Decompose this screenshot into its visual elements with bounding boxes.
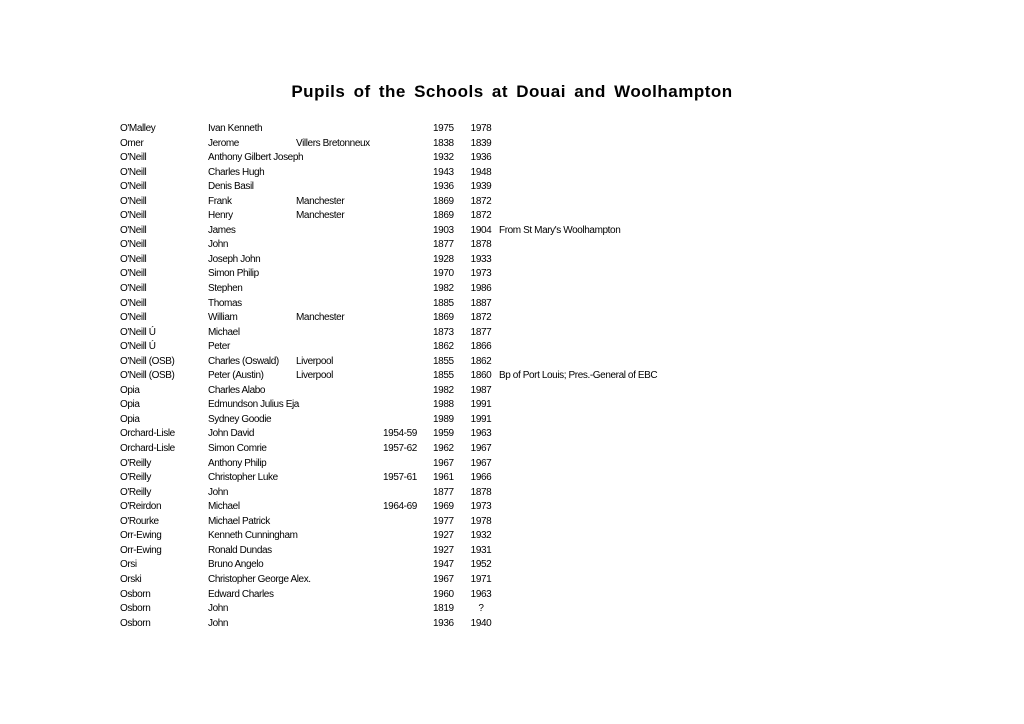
pupil-end-year: 1963 (470, 428, 492, 440)
pupil-surname: O'Neill (120, 239, 147, 251)
list-item (0, 180, 1024, 195)
list-item (0, 384, 1024, 399)
pupil-end-year: 1931 (470, 544, 492, 556)
pupil-end-year: 1936 (470, 152, 492, 164)
pupil-surname: O'Neill Ú (120, 326, 156, 338)
pupil-place: Manchester (296, 312, 345, 324)
pupil-end-year: 1939 (470, 181, 492, 193)
pupil-surname: Osborn (120, 588, 151, 600)
pupil-forenames: Sydney Goodie (208, 413, 272, 425)
pupil-forenames: Denis Basil (208, 181, 254, 193)
pupil-start-year: 1927 (433, 530, 454, 542)
pupil-forenames: Joseph John (208, 253, 261, 265)
pupil-surname: O'Reilly (120, 472, 151, 484)
pupil-end-year: 1933 (470, 253, 492, 265)
list-item (0, 326, 1024, 341)
pupil-surname: Osborn (120, 617, 151, 629)
pupil-start-year: 1869 (433, 195, 454, 207)
pupil-prior-years: 1964-69 (383, 501, 417, 513)
pupil-forenames: Michael (208, 501, 240, 513)
pupil-end-year: ? (478, 603, 484, 615)
pupil-end-year: 1973 (470, 501, 492, 513)
list-item (0, 253, 1024, 268)
pupil-start-year: 1862 (433, 341, 454, 353)
list-item (0, 588, 1024, 603)
pupil-surname: O'Neill (120, 268, 147, 280)
pupil-start-year: 1936 (433, 617, 454, 629)
list-item (0, 340, 1024, 355)
list-item (0, 282, 1024, 297)
pupil-place: Liverpool (296, 355, 333, 367)
pupil-start-year: 1959 (433, 428, 454, 440)
pupil-forenames: John (208, 239, 229, 251)
pupil-surname: O'Neill (120, 152, 147, 164)
pupil-notes: From St Mary's Woolhampton (499, 224, 621, 236)
pupil-forenames: Thomas (208, 297, 242, 309)
list-item (0, 137, 1024, 152)
pupil-start-year: 1962 (433, 443, 454, 455)
pupil-forenames: Ronald Dundas (208, 544, 272, 556)
pupil-end-year: 1991 (470, 399, 492, 411)
pupil-surname: O'Reirdon (120, 501, 162, 513)
pupil-start-year: 1903 (433, 224, 454, 236)
pupil-forenames: Peter (Austin) (208, 370, 264, 382)
pupil-forenames: Michael Patrick (208, 515, 270, 527)
list-item (0, 224, 1024, 239)
pupil-prior-years: 1954-59 (383, 428, 417, 440)
list-item (0, 297, 1024, 312)
pupil-end-year: 1872 (470, 210, 492, 222)
pupil-start-year: 1869 (433, 312, 454, 324)
pupil-surname: O'Rourke (120, 515, 159, 527)
list-item (0, 457, 1024, 472)
pupil-end-year: 1978 (470, 123, 492, 134)
pupil-forenames: James (208, 224, 236, 236)
pupil-start-year: 1873 (433, 326, 454, 338)
pupil-list (0, 122, 1024, 631)
pupil-surname: Omer (120, 137, 144, 149)
pupil-start-year: 1869 (433, 210, 454, 222)
pupil-start-year: 1877 (433, 239, 454, 251)
pupil-place: Liverpool (296, 370, 333, 382)
pupil-end-year: 1952 (470, 559, 492, 571)
pupil-notes: Bp of Port Louis; Pres.-General of EBC (499, 370, 658, 382)
pupil-prior-years: 1957-61 (383, 472, 417, 484)
pupil-end-year: 1973 (470, 268, 492, 280)
list-item (0, 151, 1024, 166)
list-item (0, 369, 1024, 384)
pupil-end-year: 1866 (470, 341, 492, 353)
pupil-start-year: 1970 (433, 268, 454, 280)
pupil-end-year: 1967 (470, 443, 492, 455)
pupil-forenames: Charles Alabo (208, 384, 266, 396)
pupil-surname: Orchard-Lisle (120, 428, 175, 440)
pupil-surname: Orchard-Lisle (120, 443, 175, 455)
pupil-forenames: Christopher George Alex. (208, 573, 311, 585)
pupil-start-year: 1877 (433, 486, 454, 498)
list-item (0, 209, 1024, 224)
list-item (0, 602, 1024, 617)
pupil-forenames: Anthony Philip (208, 457, 267, 469)
list-item (0, 195, 1024, 210)
pupil-surname: O'Neill (120, 312, 147, 324)
pupil-surname: O'Neill (120, 224, 147, 236)
pupil-surname: Orsi (120, 559, 137, 571)
pupil-forenames: Charles Hugh (208, 166, 265, 178)
pupil-end-year: 1987 (470, 384, 492, 396)
list-item (0, 267, 1024, 282)
pupil-end-year: 1986 (470, 283, 492, 295)
pupil-start-year: 1988 (433, 399, 454, 411)
pupil-start-year: 1928 (433, 253, 454, 265)
pupil-forenames: John (208, 617, 229, 629)
pupil-surname: O'Neill (120, 283, 147, 295)
pupil-end-year: 1966 (470, 472, 492, 484)
pupil-forenames: Kenneth Cunningham (208, 530, 298, 542)
pupil-start-year: 1936 (433, 181, 454, 193)
list-item (0, 166, 1024, 181)
list-item (0, 122, 1024, 137)
list-item (0, 515, 1024, 530)
pupil-forenames: Henry (208, 210, 233, 222)
pupil-start-year: 1932 (433, 152, 454, 164)
list-item (0, 398, 1024, 413)
pupil-start-year: 1885 (433, 297, 454, 309)
pupil-place: Manchester (296, 195, 345, 207)
pupil-end-year: 1978 (470, 515, 492, 527)
pupil-start-year: 1975 (433, 123, 454, 134)
list-item (0, 558, 1024, 573)
list-item (0, 471, 1024, 486)
pupil-forenames: William (208, 312, 238, 324)
pupil-end-year: 1878 (470, 239, 492, 251)
pupil-start-year: 1961 (433, 472, 454, 484)
pupil-end-year: 1860 (470, 370, 492, 382)
pupil-end-year: 1887 (470, 297, 492, 309)
pupil-start-year: 1982 (433, 283, 454, 295)
pupil-surname: O'Malley (120, 123, 156, 134)
pupil-surname: O'Neill (120, 195, 147, 207)
pupil-end-year: 1872 (470, 195, 492, 207)
pupil-end-year: 1971 (470, 573, 492, 585)
list-item (0, 529, 1024, 544)
pupil-surname: Orr-Ewing (120, 530, 162, 542)
pupil-start-year: 1969 (433, 501, 454, 513)
pupil-forenames: Stephen (208, 283, 243, 295)
pupil-end-year: 1878 (470, 486, 492, 498)
list-item (0, 427, 1024, 442)
pupil-start-year: 1838 (433, 137, 454, 149)
pupil-start-year: 1982 (433, 384, 454, 396)
pupil-forenames: Bruno Angelo (208, 559, 264, 571)
pupil-surname: O'Reilly (120, 486, 151, 498)
pupil-surname: O'Neill (120, 297, 147, 309)
pupil-end-year: 1940 (470, 617, 492, 629)
pupil-forenames: Simon Comrie (208, 443, 267, 455)
pupil-start-year: 1989 (433, 413, 454, 425)
pupil-surname: Opia (120, 384, 140, 396)
pupil-forenames: Peter (208, 341, 230, 353)
pupil-end-year: 1877 (470, 326, 492, 338)
pupil-end-year: 1839 (470, 137, 492, 149)
pupil-start-year: 1967 (433, 573, 454, 585)
pupil-surname: Orski (120, 573, 142, 585)
pupil-end-year: 1932 (470, 530, 492, 542)
pupil-place: Villers Bretonneux (296, 137, 370, 149)
list-item (0, 617, 1024, 632)
pupil-end-year: 1991 (470, 413, 492, 425)
pupil-prior-years: 1957-62 (383, 443, 417, 455)
pupil-start-year: 1819 (433, 603, 454, 615)
pupil-surname: O'Neill (120, 210, 147, 222)
pupil-forenames: Charles (Oswald) (208, 355, 279, 367)
pupil-surname: O'Neill Ú (120, 341, 156, 353)
pupil-surname: O'Neill (120, 181, 147, 193)
pupil-start-year: 1947 (433, 559, 454, 571)
list-item (0, 355, 1024, 370)
pupil-surname: O'Neill (OSB) (120, 355, 175, 367)
pupil-start-year: 1967 (433, 457, 454, 469)
pupil-surname: Orr-Ewing (120, 544, 162, 556)
list-item (0, 238, 1024, 253)
pupil-end-year: 1948 (470, 166, 492, 178)
pupil-surname: O'Neill (OSB) (120, 370, 175, 382)
list-item (0, 486, 1024, 501)
pupil-surname: Osborn (120, 603, 151, 615)
pupil-forenames: John (208, 486, 229, 498)
list-item (0, 573, 1024, 588)
pupil-surname: O'Neill (120, 166, 147, 178)
pupil-start-year: 1960 (433, 588, 454, 600)
pupil-surname: Opia (120, 399, 140, 411)
pupil-start-year: 1943 (433, 166, 454, 178)
pupil-place: Manchester (296, 210, 345, 222)
pupil-end-year: 1872 (470, 312, 492, 324)
pupil-end-year: 1967 (470, 457, 492, 469)
pupil-forenames: Simon Philip (208, 268, 259, 280)
list-item (0, 442, 1024, 457)
pupil-end-year: 1904 (470, 224, 492, 236)
list-item (0, 311, 1024, 326)
pupil-start-year: 1927 (433, 544, 454, 556)
pupil-surname: O'Neill (120, 253, 147, 265)
pupil-start-year: 1977 (433, 515, 454, 527)
pupil-forenames: Jerome (208, 137, 239, 149)
pupil-forenames: John David (208, 428, 255, 440)
pupil-surname: Opia (120, 413, 140, 425)
page-title: Pupils of the Schools at Douai and Woolhampton (291, 82, 733, 101)
pupil-forenames: Christopher Luke (208, 472, 278, 484)
pupil-forenames: John (208, 603, 229, 615)
list-item (0, 544, 1024, 559)
pupil-end-year: 1862 (470, 355, 492, 367)
list-item (0, 500, 1024, 515)
pupil-forenames: Anthony Gilbert Joseph (208, 152, 304, 164)
pupil-forenames: Frank (208, 195, 232, 207)
pupil-forenames: Edmundson Julius Eja (208, 399, 299, 411)
pupil-forenames: Ivan Kenneth (208, 123, 263, 134)
pupil-forenames: Michael (208, 326, 240, 338)
pupil-forenames: Edward Charles (208, 588, 274, 600)
pupil-surname: O'Reilly (120, 457, 151, 469)
pupil-end-year: 1963 (470, 588, 492, 600)
pupil-start-year: 1855 (433, 355, 454, 367)
list-item (0, 413, 1024, 428)
pupil-start-year: 1855 (433, 370, 454, 382)
